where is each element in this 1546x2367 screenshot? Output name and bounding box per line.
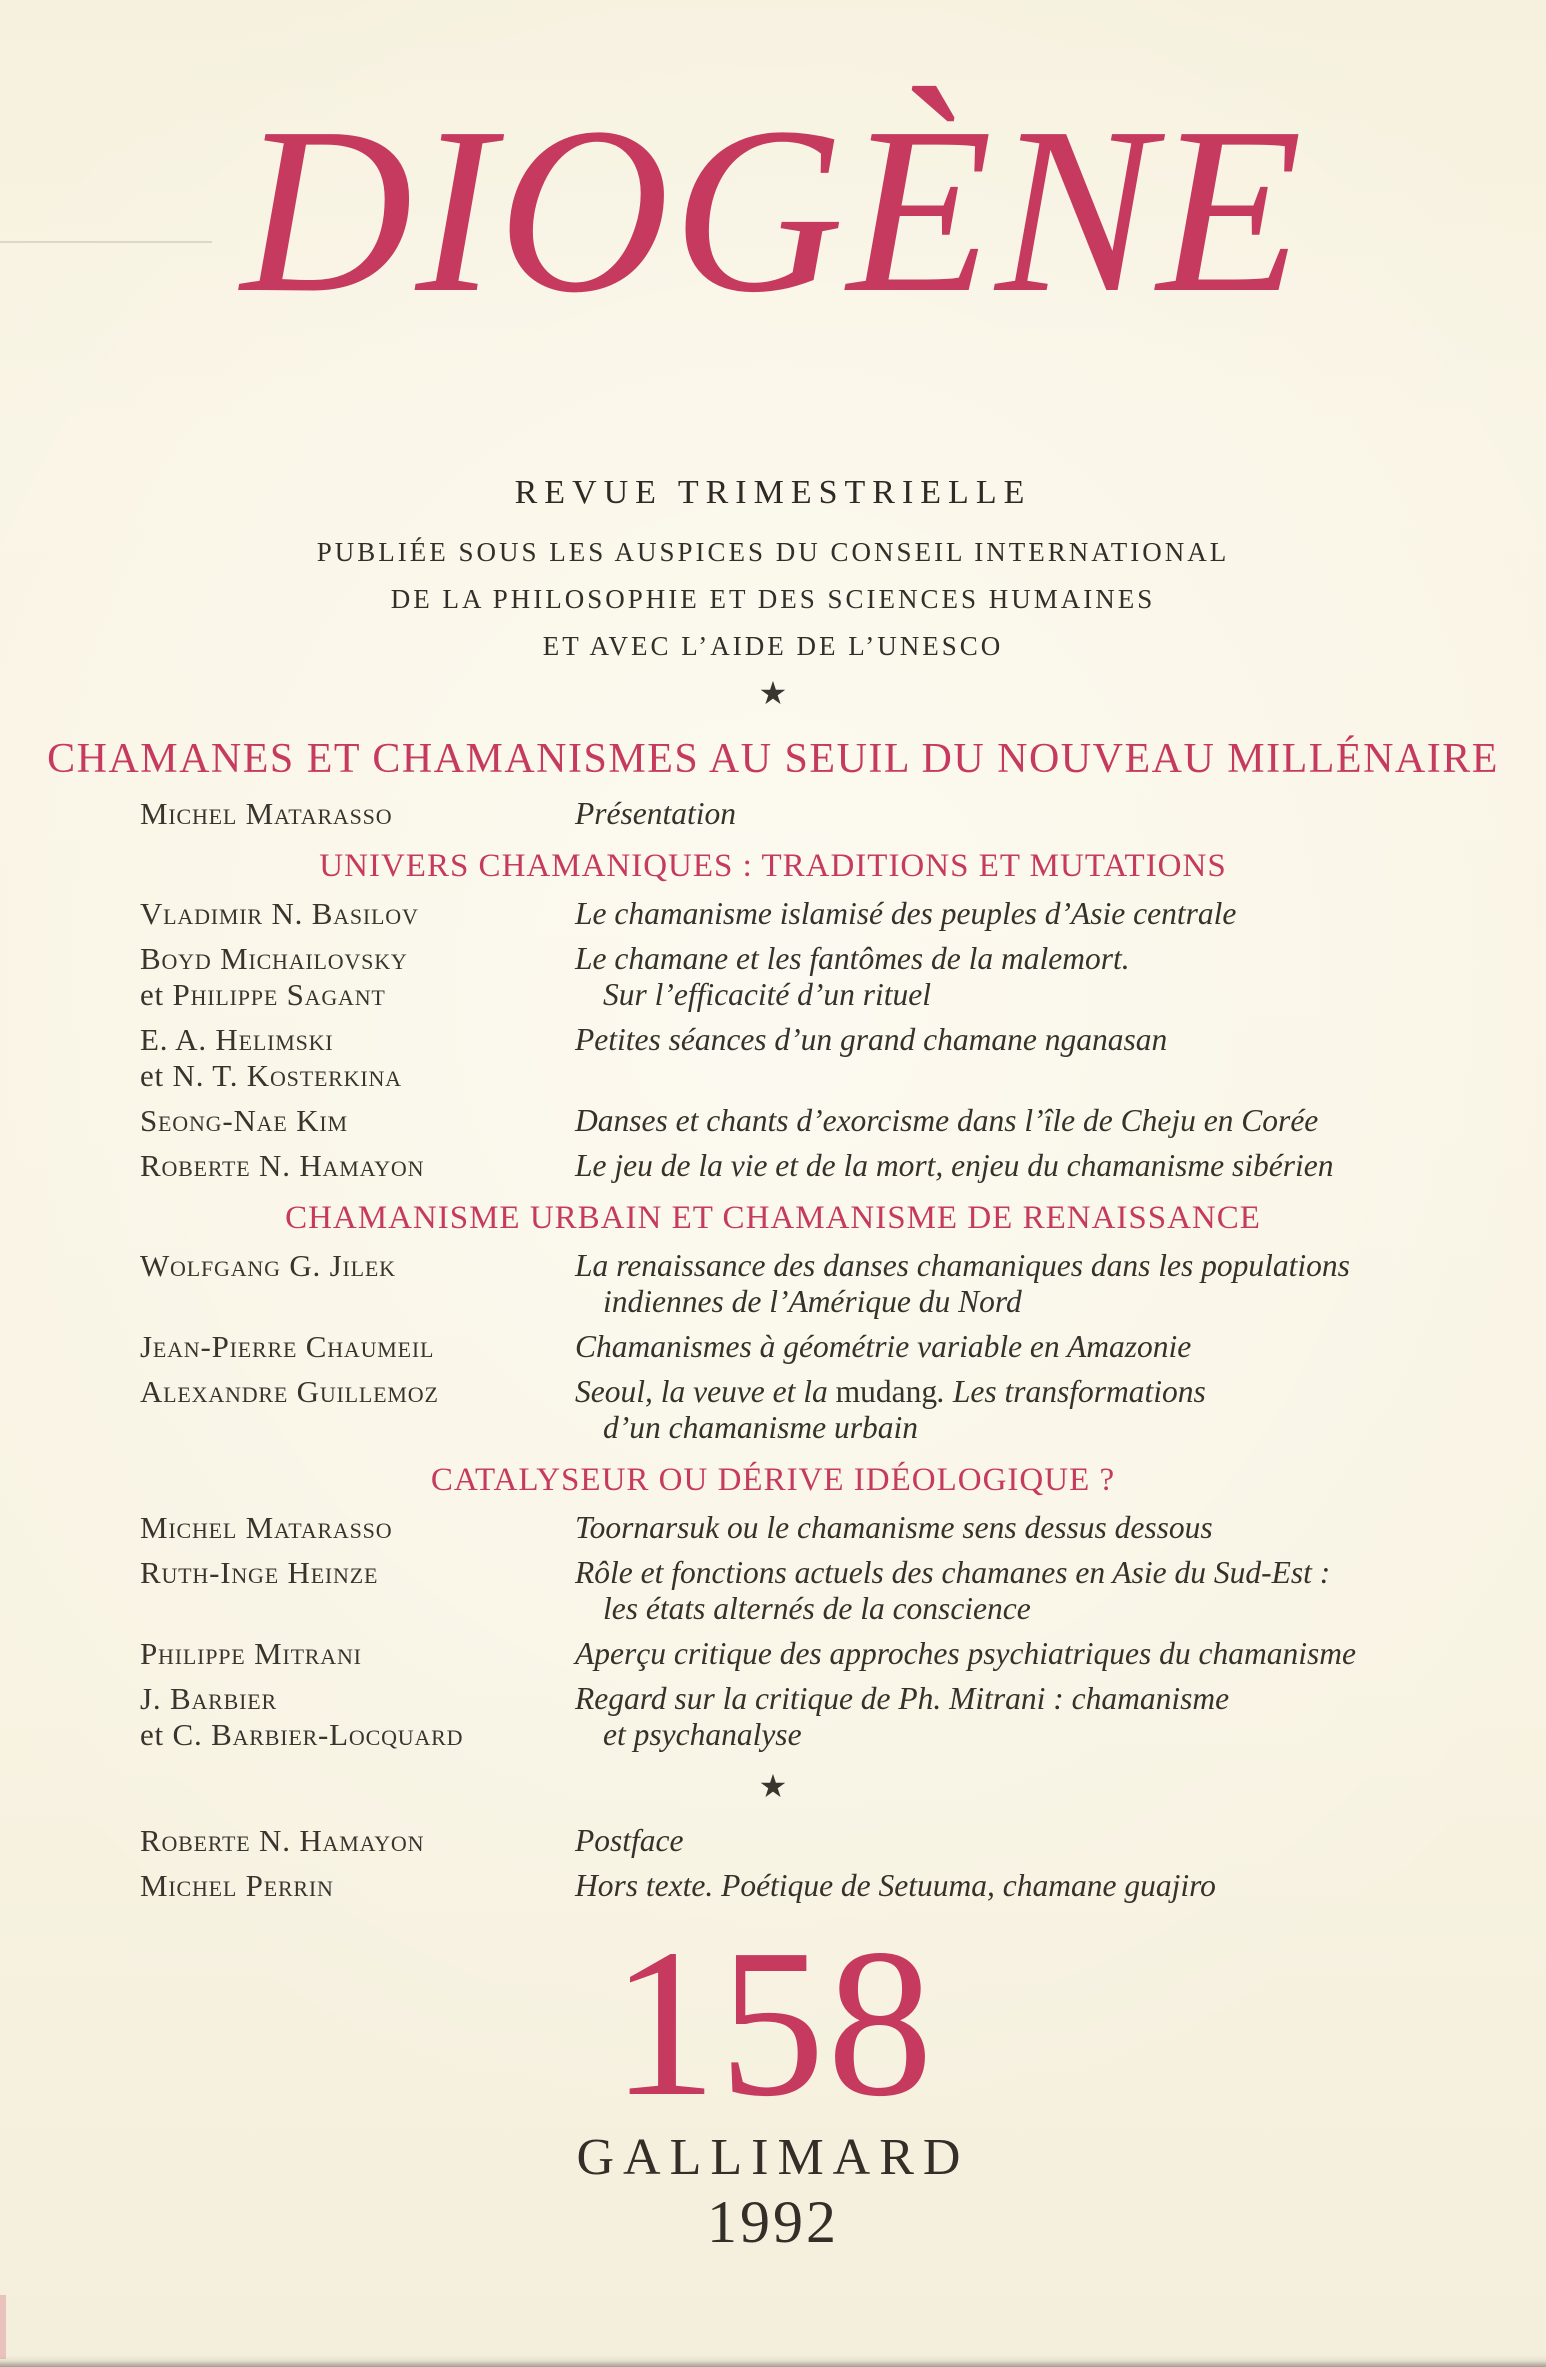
article-title [575, 1148, 1446, 1184]
scan-crease-artifact [0, 241, 212, 243]
article-title [575, 1103, 1446, 1139]
toc-entry [0, 1823, 1546, 1859]
text-segment: N. T. Kosterkina [172, 1057, 402, 1093]
text-line [140, 796, 575, 832]
text-line [575, 1717, 1446, 1753]
author-name [140, 1868, 575, 1904]
text-segment: Michel Perrin [140, 1867, 334, 1903]
text-segment: Philippe Sagant [172, 976, 386, 1012]
author-name [140, 1681, 575, 1753]
publisher-note-line: ET AVEC L’AIDE DE L’UNESCO [542, 630, 1004, 661]
text-segment: Michel Matarasso [140, 1509, 393, 1545]
text-line [575, 1374, 1446, 1410]
text-line [575, 1148, 1446, 1184]
text-line [575, 1591, 1446, 1627]
publisher-note-line: PUBLIÉE SOUS LES AUSPICES DU CONSEIL INTERNATIONAL [316, 536, 1230, 567]
star-divider-icon: ★ [758, 674, 788, 711]
toc-entry [0, 896, 1546, 932]
toc-entry [0, 1103, 1546, 1139]
section-heading: CHAMANISME URBAIN ET CHAMANISME DE RENAISSANCE [285, 1199, 1261, 1236]
text-segment: E. A. Helimski [140, 1021, 334, 1057]
section-heading: CATALYSEUR OU DÉRIVE IDÉOLOGIQUE ? [430, 1461, 1116, 1498]
article-title [575, 941, 1446, 1013]
text-line [575, 1868, 1446, 1904]
text-line [140, 896, 575, 932]
toc-entry [0, 796, 1546, 832]
text-line [140, 1510, 575, 1546]
text-line [575, 1510, 1446, 1546]
text-segment: mudang [835, 1373, 938, 1409]
text-line [140, 1717, 575, 1753]
text-segment: et [140, 1057, 173, 1093]
publisher-note-line: DE LA PHILOSOPHIE ET DES SCIENCES HUMAINES [390, 583, 1156, 614]
author-name [140, 1022, 575, 1094]
text-line [575, 1103, 1446, 1139]
text-segment: Alexandre Guillemoz [140, 1373, 439, 1409]
text-segment: Vladimir N. Basilov [140, 895, 419, 931]
toc-entry [0, 1636, 1546, 1672]
text-segment: Rôle et fonctions actuels des chamanes en Asie du Sud-Est : [575, 1554, 1331, 1590]
text-segment: Postface [575, 1822, 684, 1858]
closing-entries [0, 1823, 1546, 1904]
journal-subtitle: REVUE TRIMESTRIELLE [514, 473, 1032, 511]
scan-smudge-artifact [0, 2295, 6, 2359]
toc-entry [0, 1681, 1546, 1753]
text-segment: La renaissance des danses chamaniques dans les populations [575, 1247, 1350, 1283]
text-line [575, 1022, 1446, 1058]
text-segment: Chamanismes à géométrie variable en Amazonie [575, 1328, 1192, 1364]
author-name [140, 1636, 575, 1672]
text-line [140, 1636, 575, 1672]
toc-entry [0, 1329, 1546, 1365]
text-segment: d’un chamanisme urbain [603, 1409, 918, 1445]
text-segment: et [140, 1716, 173, 1752]
text-segment: Boyd Michailovsky [140, 940, 408, 976]
text-segment: Le chamanisme islamisé des peuples d’Asie centrale [575, 895, 1237, 931]
text-segment: Roberte N. Hamayon [140, 1147, 425, 1183]
issue-number: 158 [611, 1904, 935, 2140]
text-line [140, 1103, 575, 1139]
text-line [140, 1681, 575, 1717]
text-line [575, 796, 1446, 832]
toc-entry [0, 1510, 1546, 1546]
toc-entry [0, 1022, 1546, 1094]
toc-entry [0, 941, 1546, 1013]
author-name [140, 1248, 575, 1284]
text-line [140, 1148, 575, 1184]
text-line [575, 896, 1446, 932]
article-title [575, 1022, 1446, 1058]
article-title [575, 1555, 1446, 1627]
toc-entry [0, 1868, 1546, 1904]
text-segment: Toornarsuk ou le chamanisme sens dessus dessous [575, 1509, 1213, 1545]
text-segment: et psychanalyse [603, 1716, 802, 1752]
text-segment: Roberte N. Hamayon [140, 1822, 425, 1858]
text-segment: les états alternés de la conscience [603, 1590, 1031, 1626]
star-divider-icon: ★ [758, 1767, 788, 1804]
text-line [140, 1022, 575, 1058]
article-title [575, 1510, 1446, 1546]
text-line [140, 1374, 575, 1410]
text-segment: indiennes de l’Amérique du Nord [603, 1283, 1022, 1319]
text-line [140, 941, 575, 977]
toc-entry [0, 1555, 1546, 1627]
text-line [575, 941, 1446, 977]
author-name [140, 941, 575, 1013]
text-segment: Seong-Nae Kim [140, 1102, 348, 1138]
text-segment: Regard sur la critique de Ph. Mitrani : chamanisme [575, 1680, 1230, 1716]
author-name [140, 1103, 575, 1139]
text-segment: Présentation [575, 795, 736, 831]
issue-title: CHAMANES ET CHAMANISMES AU SEUIL DU NOUVEAU MILLÉNAIRE [47, 735, 1499, 782]
author-name [140, 1823, 575, 1859]
author-name [140, 1374, 575, 1410]
text-segment: Petites séances d’un grand chamane nganasan [575, 1021, 1168, 1057]
author-name [140, 896, 575, 932]
author-name [140, 1329, 575, 1365]
text-line [575, 1555, 1446, 1591]
text-line [140, 1058, 575, 1094]
text-line [140, 977, 575, 1013]
toc-entry [0, 1248, 1546, 1320]
author-name [140, 1510, 575, 1546]
text-segment: J. Barbier [140, 1680, 277, 1716]
table-of-contents [0, 796, 1546, 1753]
article-title [575, 796, 1446, 832]
article-title [575, 1868, 1446, 1904]
section-heading: UNIVERS CHAMANIQUES : TRADITIONS ET MUTATIONS [319, 847, 1227, 884]
text-segment: Philippe Mitrani [140, 1635, 362, 1671]
text-line [575, 1636, 1446, 1672]
text-line [140, 1555, 575, 1591]
text-line [140, 1248, 575, 1284]
article-title [575, 896, 1446, 932]
publication-year: 1992 [707, 2189, 839, 2256]
text-segment: Le jeu de la vie et de la mort, enjeu du chamanisme sibérien [575, 1147, 1334, 1183]
text-segment: Sur l’efficacité d’un rituel [603, 976, 932, 1012]
author-name [140, 1555, 575, 1591]
text-line [140, 1868, 575, 1904]
scan-edge-shadow-artifact [0, 2355, 1546, 2367]
text-line [140, 1329, 575, 1365]
author-name [140, 796, 575, 832]
article-title [575, 1823, 1446, 1859]
text-segment: et [140, 976, 173, 1012]
toc-entry [0, 1148, 1546, 1184]
text-line [575, 1410, 1446, 1446]
text-segment: Michel Matarasso [140, 795, 393, 831]
text-segment: Aperçu critique des approches psychiatriques du chamanisme [575, 1635, 1356, 1671]
text-line [575, 1284, 1446, 1320]
article-title [575, 1248, 1446, 1320]
text-segment: Jean-Pierre Chaumeil [140, 1328, 435, 1364]
text-segment: Danses et chants d’exorcisme dans l’île de Cheju en Corée [575, 1102, 1319, 1138]
text-line [575, 977, 1446, 1013]
text-line [575, 1248, 1446, 1284]
toc-entry [0, 1374, 1546, 1446]
publisher-note [0, 529, 1546, 670]
text-segment: Seoul, la veuve et la [575, 1373, 836, 1409]
text-line [575, 1329, 1446, 1365]
text-line [575, 1681, 1446, 1717]
article-title [575, 1681, 1446, 1753]
text-segment: Hors texte. Poétique de Setuuma, chamane guajiro [575, 1867, 1216, 1903]
article-title [575, 1636, 1446, 1672]
article-title [575, 1374, 1446, 1446]
author-name [140, 1148, 575, 1184]
article-title [575, 1329, 1446, 1365]
text-segment: Wolfgang G. Jilek [140, 1247, 396, 1283]
text-segment: Le chamane et les fantômes de la malemort. [575, 940, 1130, 976]
text-segment: C. Barbier-Locquard [172, 1716, 464, 1752]
text-line [140, 1823, 575, 1859]
text-line [575, 1823, 1446, 1859]
text-segment: Ruth-Inge Heinze [140, 1554, 379, 1590]
text-segment: . Les transformations [937, 1373, 1206, 1409]
journal-title: DIOGÈNE [240, 79, 1306, 342]
publisher-name: GALLIMARD [576, 2129, 970, 2187]
